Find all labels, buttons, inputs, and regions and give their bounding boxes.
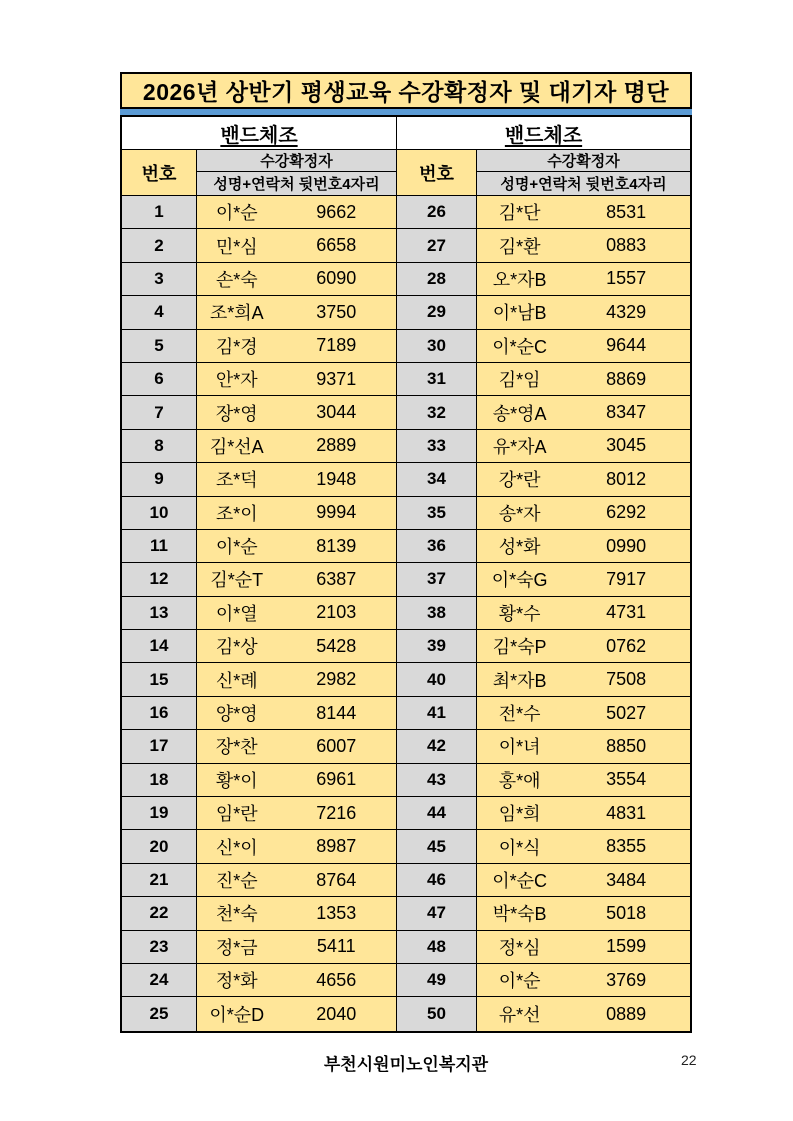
phone-last4: 5018 <box>606 902 647 923</box>
student-name: 천*숙 <box>215 904 258 925</box>
row-number: 39 <box>397 630 477 663</box>
phone-last4: 1948 <box>316 468 357 489</box>
phone-last4: 6007 <box>316 735 357 756</box>
class-name-cell-right <box>397 117 690 150</box>
name-phone-cell <box>197 730 397 763</box>
student-name: 이*순 <box>215 537 258 558</box>
row-number: 17 <box>122 730 197 763</box>
name-phone-cell <box>477 530 690 563</box>
row-number: 29 <box>397 296 477 329</box>
name-phone-cell <box>197 663 397 696</box>
student-name: 황*수 <box>498 603 541 624</box>
name-phone-cell <box>197 263 397 296</box>
table-row <box>122 463 690 496</box>
class-name-cell-left <box>122 117 397 150</box>
phone-last4: 1599 <box>606 936 647 957</box>
phone-last4: 8012 <box>606 468 647 489</box>
row-number: 38 <box>397 597 477 630</box>
name-phone-cell <box>197 697 397 730</box>
name-phone-cell <box>197 630 397 663</box>
name-phone-cell <box>197 463 397 496</box>
table-row <box>122 997 690 1030</box>
row-number: 42 <box>397 730 477 763</box>
row-number: 28 <box>397 263 477 296</box>
phone-last4: 5428 <box>316 635 357 656</box>
table-header <box>122 150 690 196</box>
name-phone-cell <box>197 363 397 396</box>
table-row <box>122 864 690 897</box>
name-phone-cell <box>477 764 690 797</box>
header-name-phone-right: 성명+연락처 뒷번호4자리 <box>477 172 690 196</box>
phone-last4: 4831 <box>606 802 647 823</box>
student-name: 조*덕 <box>215 470 258 491</box>
table-row <box>122 430 690 463</box>
row-number: 33 <box>397 430 477 463</box>
name-phone-cell <box>477 797 690 830</box>
name-phone-cell <box>197 764 397 797</box>
student-name: 조*희A <box>209 303 264 324</box>
row-number: 46 <box>397 864 477 897</box>
row-number: 20 <box>122 830 197 863</box>
name-phone-cell <box>197 997 397 1030</box>
roster-table <box>120 72 692 1033</box>
row-number: 2 <box>122 229 197 262</box>
row-number: 13 <box>122 597 197 630</box>
student-name: 임*란 <box>215 804 258 825</box>
row-number: 48 <box>397 931 477 964</box>
table-body <box>122 196 690 1031</box>
row-number: 31 <box>397 363 477 396</box>
row-number: 15 <box>122 663 197 696</box>
student-name: 이*순D <box>209 1005 265 1026</box>
header-confirmed-right: 수강확정자 <box>477 150 690 172</box>
table-row <box>122 296 690 329</box>
table-row <box>122 630 690 663</box>
name-phone-cell <box>197 396 397 429</box>
row-number: 4 <box>122 296 197 329</box>
name-phone-cell <box>477 330 690 363</box>
student-name: 이*숙G <box>491 570 548 591</box>
name-phone-cell <box>477 864 690 897</box>
student-name: 정*화 <box>215 971 258 992</box>
header-number-left: 번호 <box>122 150 197 196</box>
table-row <box>122 964 690 997</box>
row-number: 18 <box>122 764 197 797</box>
name-phone-cell <box>477 463 690 496</box>
name-phone-cell <box>197 530 397 563</box>
student-name: 김*숙P <box>492 637 547 658</box>
name-phone-cell <box>197 931 397 964</box>
name-phone-cell <box>477 597 690 630</box>
name-phone-cell <box>477 430 690 463</box>
student-name: 이*식 <box>498 837 541 858</box>
student-name: 이*녀 <box>498 737 541 758</box>
phone-last4: 0990 <box>606 535 647 556</box>
table-row <box>122 931 690 964</box>
table-row <box>122 563 690 596</box>
student-name: 송*자 <box>498 503 541 524</box>
student-name: 김*경 <box>215 336 258 357</box>
name-phone-cell <box>197 897 397 930</box>
student-name: 강*란 <box>498 470 541 491</box>
student-name: 조*이 <box>215 503 258 524</box>
name-phone-cell <box>477 296 690 329</box>
phone-last4: 5027 <box>606 702 647 723</box>
header-number-right: 번호 <box>397 150 477 196</box>
phone-last4: 8531 <box>606 201 647 222</box>
name-phone-cell <box>197 296 397 329</box>
table-row <box>122 764 690 797</box>
row-number: 37 <box>397 563 477 596</box>
table-row <box>122 363 690 396</box>
document-title-bar <box>120 72 692 109</box>
row-number: 49 <box>397 964 477 997</box>
row-number: 24 <box>122 964 197 997</box>
name-phone-cell <box>477 229 690 262</box>
table-row <box>122 229 690 262</box>
name-phone-cell <box>477 897 690 930</box>
student-name: 이*순 <box>215 203 258 224</box>
row-number: 10 <box>122 497 197 530</box>
class-name-right: 밴드체조 <box>504 124 583 147</box>
student-name: 오*자B <box>492 269 547 290</box>
phone-last4: 0883 <box>606 235 647 256</box>
student-name: 이*순C <box>492 336 547 357</box>
name-phone-cell <box>477 730 690 763</box>
phone-last4: 2040 <box>316 1003 357 1024</box>
row-number: 41 <box>397 697 477 730</box>
table-row <box>122 530 690 563</box>
student-name: 손*숙 <box>215 269 258 290</box>
phone-last4: 1557 <box>606 268 647 289</box>
student-name: 김*단 <box>498 203 541 224</box>
table-row <box>122 196 690 229</box>
name-phone-cell <box>197 330 397 363</box>
table-row <box>122 396 690 429</box>
header-name-phone-left: 성명+연락처 뒷번호4자리 <box>197 172 397 196</box>
row-number: 1 <box>122 196 197 229</box>
name-phone-cell <box>477 263 690 296</box>
phone-last4: 8987 <box>316 836 357 857</box>
footer-org-name: 부천시원미노인복지관 <box>323 1055 489 1074</box>
name-phone-cell <box>477 997 690 1030</box>
phone-last4: 5411 <box>316 936 356 957</box>
phone-last4: 9644 <box>606 335 647 356</box>
row-number: 21 <box>122 864 197 897</box>
row-number: 8 <box>122 430 197 463</box>
phone-last4: 7189 <box>316 335 357 356</box>
student-name: 이*순 <box>498 971 541 992</box>
phone-last4: 4329 <box>606 301 647 322</box>
student-name: 안*자 <box>215 370 258 391</box>
row-number: 11 <box>122 530 197 563</box>
student-name: 김*선A <box>209 436 264 457</box>
row-number: 19 <box>122 797 197 830</box>
name-phone-cell <box>477 830 690 863</box>
row-number: 44 <box>397 797 477 830</box>
name-phone-cell <box>477 396 690 429</box>
row-number: 36 <box>397 530 477 563</box>
row-number: 23 <box>122 931 197 964</box>
row-number: 9 <box>122 463 197 496</box>
phone-last4: 0762 <box>606 635 647 656</box>
name-phone-cell <box>197 830 397 863</box>
phone-last4: 2889 <box>316 435 357 456</box>
name-phone-cell <box>197 430 397 463</box>
row-number: 6 <box>122 363 197 396</box>
table-row <box>122 730 690 763</box>
phone-last4: 8139 <box>316 535 357 556</box>
student-name: 진*순 <box>215 871 258 891</box>
phone-last4: 3044 <box>316 402 357 423</box>
phone-last4: 7917 <box>606 568 647 589</box>
student-name: 양*영 <box>215 704 258 725</box>
name-phone-cell <box>477 931 690 964</box>
phone-last4: 3484 <box>606 869 647 890</box>
row-number: 32 <box>397 396 477 429</box>
student-name: 유*선 <box>498 1005 541 1026</box>
row-number: 27 <box>397 229 477 262</box>
student-name: 이*순C <box>492 871 547 891</box>
phone-last4: 6387 <box>316 568 357 589</box>
class-name-left: 밴드체조 <box>220 124 298 147</box>
row-number: 14 <box>122 630 197 663</box>
row-number: 12 <box>122 563 197 596</box>
name-phone-cell <box>197 964 397 997</box>
student-name: 이*남B <box>492 303 547 324</box>
phone-last4: 3769 <box>606 969 647 990</box>
row-number: 40 <box>397 663 477 696</box>
page-number: 22 <box>681 1052 697 1068</box>
phone-last4: 8144 <box>316 702 357 723</box>
row-number: 26 <box>397 196 477 229</box>
table-row <box>122 830 690 863</box>
name-phone-cell <box>477 964 690 997</box>
row-number: 25 <box>122 997 197 1030</box>
table-row <box>122 263 690 296</box>
row-number: 16 <box>122 697 197 730</box>
class-name-row <box>122 117 690 150</box>
name-phone-cell <box>197 563 397 596</box>
phone-last4: 4656 <box>316 969 357 990</box>
student-name: 최*자B <box>492 670 547 691</box>
phone-last4: 7508 <box>606 669 647 690</box>
phone-last4: 8764 <box>316 869 357 890</box>
student-name: 성*화 <box>498 537 541 558</box>
student-name: 정*금 <box>215 937 258 958</box>
row-number: 22 <box>122 897 197 930</box>
table-row <box>122 663 690 696</box>
phone-last4: 4731 <box>606 602 647 623</box>
phone-last4: 8347 <box>606 402 647 423</box>
row-number: 47 <box>397 897 477 930</box>
student-name: 황*이 <box>215 770 258 791</box>
phone-last4: 8869 <box>606 368 647 389</box>
student-name: 전*수 <box>498 704 541 725</box>
row-number: 43 <box>397 764 477 797</box>
student-name: 김*상 <box>215 637 258 658</box>
name-phone-cell <box>477 663 690 696</box>
row-number: 45 <box>397 830 477 863</box>
phone-last4: 6292 <box>606 502 647 523</box>
phone-last4: 6090 <box>316 268 357 289</box>
table-row <box>122 597 690 630</box>
student-name: 박*숙B <box>492 904 547 925</box>
table-row <box>122 497 690 530</box>
table-row <box>122 797 690 830</box>
student-name: 김*순T <box>210 570 264 591</box>
name-phone-cell <box>477 196 690 229</box>
row-number: 7 <box>122 396 197 429</box>
name-phone-cell <box>197 864 397 897</box>
phone-last4: 9371 <box>316 368 357 389</box>
row-number: 3 <box>122 263 197 296</box>
row-number: 50 <box>397 997 477 1030</box>
student-name: 이*열 <box>215 603 258 624</box>
row-number: 30 <box>397 330 477 363</box>
table-row <box>122 330 690 363</box>
student-name: 정*심 <box>498 937 541 958</box>
header-confirmed-left: 수강확정자 <box>197 150 397 172</box>
row-number: 34 <box>397 463 477 496</box>
student-name: 송*영A <box>492 403 547 424</box>
student-name: 장*영 <box>215 403 258 424</box>
row-number: 35 <box>397 497 477 530</box>
student-name: 민*심 <box>215 236 258 257</box>
name-phone-cell <box>197 497 397 530</box>
phone-last4: 3750 <box>316 301 357 322</box>
phone-last4: 0889 <box>606 1003 647 1024</box>
phone-last4: 3045 <box>606 435 647 456</box>
phone-last4: 6961 <box>316 769 357 790</box>
name-phone-cell <box>197 797 397 830</box>
table-row <box>122 697 690 730</box>
phone-last4: 2982 <box>316 669 357 690</box>
student-name: 김*임 <box>498 370 541 391</box>
phone-last4: 2103 <box>316 602 357 623</box>
student-name: 김*환 <box>498 236 541 257</box>
name-phone-cell <box>477 697 690 730</box>
phone-last4: 6658 <box>316 235 357 256</box>
student-name: 홍*애 <box>498 770 541 791</box>
main-table <box>120 115 692 1033</box>
student-name: 장*찬 <box>215 737 258 758</box>
phone-last4: 7216 <box>316 802 357 823</box>
student-name: 임*희 <box>498 804 541 825</box>
student-name: 신*례 <box>215 670 258 691</box>
student-name: 유*자A <box>492 436 547 457</box>
student-name: 신*이 <box>215 837 258 858</box>
phone-last4: 8850 <box>606 735 647 756</box>
name-phone-cell <box>477 363 690 396</box>
page-title: 2026년 상반기 평생교육 수강확정자 및 대기자 명단 <box>142 79 670 105</box>
phone-last4: 9662 <box>316 201 357 222</box>
name-phone-cell <box>477 630 690 663</box>
name-phone-cell <box>197 229 397 262</box>
row-number: 5 <box>122 330 197 363</box>
phone-last4: 3554 <box>606 769 647 790</box>
phone-last4: 8355 <box>606 836 647 857</box>
name-phone-cell <box>197 597 397 630</box>
name-phone-cell <box>477 497 690 530</box>
phone-last4: 1353 <box>316 902 357 923</box>
name-phone-cell <box>197 196 397 229</box>
name-phone-cell <box>477 563 690 596</box>
phone-last4: 9994 <box>316 502 357 523</box>
table-row <box>122 897 690 930</box>
